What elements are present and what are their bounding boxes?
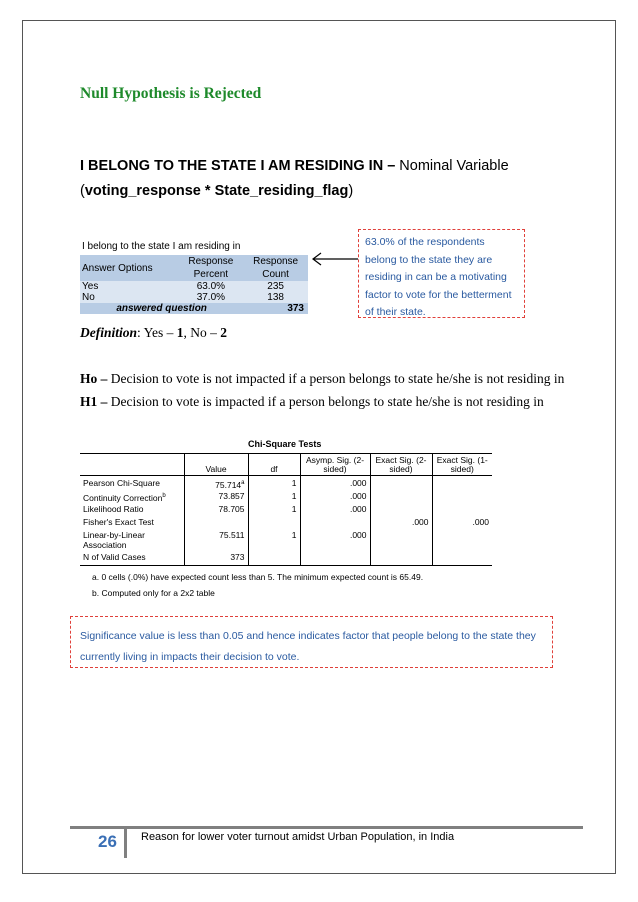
footer-title: Reason for lower voter turnout amidst Urban Population, in India [141,831,455,843]
h0-text: Decision to vote is not impacted if a person belongs to state he/she is not residing in [107,371,565,386]
chi-exact2 [370,504,432,517]
chi-row-label: Likelihood Ratio [83,504,144,514]
footer-divider [124,828,127,858]
survey-percent: 37.0% [196,292,226,303]
answered-label: answered question [80,303,243,314]
footer-rule [70,826,583,829]
chi-asymp [300,552,370,566]
col-percent-line2: Percent [179,268,244,281]
chi-header [80,454,184,476]
survey-title: I belong to the state I am residing in [80,240,308,255]
chi-asymp: .000 [300,530,370,552]
survey-row [80,281,308,292]
chi-exact1 [432,530,492,552]
chi-header: Value [184,454,248,476]
chi-exact1: .000 [432,517,492,530]
chi-row [80,530,492,552]
variable-pair: voting_response * State_residing_flag [84,183,349,199]
survey-answered-row [80,303,308,314]
paren-open: ( [80,183,85,199]
chi-row-label: Continuity Correction$^b$ [83,492,166,503]
chi-header: Asymp. Sig. (2-sided) [300,454,370,476]
chi-row [80,504,492,517]
chi-exact2 [370,552,432,566]
definition-yes-text: : Yes – [137,325,177,340]
paren-close: ) [348,183,354,199]
chi-value [184,517,248,530]
chi-header: df [248,454,300,476]
col-count-line2: Count [243,268,308,281]
chi-df: 1 [248,476,300,492]
chi-value: 73.857 [184,491,248,504]
survey-header-row [80,255,308,268]
chi-value: 75.511 [184,530,248,552]
chi-header: Exact Sig. (2-sided) [370,454,432,476]
chi-asymp: .000 [300,491,370,504]
col-percent-line1: Response [179,255,244,268]
chi-value: 75.714$^a$ [184,476,248,492]
chi-header: Exact Sig. (1-sided) [432,454,492,476]
chi-exact2 [370,476,432,492]
chi-square-table [80,453,492,566]
chi-exact1 [432,552,492,566]
chi-df: 1 [248,504,300,517]
chi-df [248,552,300,566]
survey-table [80,240,308,314]
alternative-hypothesis [80,394,544,410]
page-number: 26 [98,832,117,851]
callout-box: 63.0% of the respondents belong to the state they are residing in can be a motivating factor to vote for the betterment of their state. [358,229,525,318]
chi-row-label: Pearson Chi-Square [83,478,161,488]
chi-exact2 [370,530,432,552]
chi-value: 78.705 [184,504,248,517]
survey-option: Yes [82,281,99,292]
col-answer-options: Answer Options [80,255,179,281]
footnote-b: b. Computed only for a 2x2 table [92,588,215,598]
h1-label: H1 – [80,394,108,409]
definition-label: Definition [80,325,138,340]
survey-row [80,292,308,303]
conclusion-box: Significance value is less than 0.05 and hence indicates factor that people belong to the state they currently living in impacts their decision to vote. [70,616,553,668]
definition-yes-code: 1 [176,325,184,340]
chi-asymp: .000 [300,504,370,517]
survey-count: 138 [267,292,284,303]
section-heading: Null Hypothesis is Rejected [80,85,262,102]
chi-asymp [300,517,370,530]
definition-no-code: 2 [220,325,228,340]
variable-title: I BELONG TO THE STATE I AM RESIDING IN – [80,158,396,174]
variable-type: Nominal Variable [395,158,509,174]
chi-row [80,552,492,566]
callout-arrow-icon [310,244,360,274]
chi-header-row [80,454,492,476]
chi-row [80,476,492,492]
chi-df [248,517,300,530]
chi-row [80,517,492,530]
footnote-a: a. 0 cells (.0%) have expected count less than 5. The minimum expected count is 65.49. [92,572,424,582]
chi-exact1 [432,504,492,517]
chi-row-label: Fisher's Exact Test [83,517,154,527]
chi-row [80,491,492,504]
chi-df: 1 [248,530,300,552]
survey-option: No [82,292,95,303]
col-count-line1: Response [243,255,308,268]
variable-title-line [80,158,509,174]
chi-df: 1 [248,491,300,504]
definition-line [80,325,227,341]
chi-row-label: Linear-by-Linear Association [83,530,145,550]
h0-label: Ho – [80,371,108,386]
answered-value: 373 [243,303,308,314]
chi-value: 373 [184,552,248,566]
definition-no-text: , No – [183,325,221,340]
chi-square-title: Chi-Square Tests [248,439,322,449]
chi-row-label: N of Valid Cases [83,552,146,562]
survey-percent: 63.0% [196,281,226,292]
chi-exact1 [432,491,492,504]
chi-exact1 [432,476,492,492]
survey-count: 235 [267,281,284,292]
null-hypothesis [80,371,564,387]
h1-text: Decision to vote is impacted if a person belongs to state he/she is not residing in [107,394,544,409]
chi-exact2 [370,491,432,504]
chi-exact2: .000 [370,517,432,530]
variable-names [80,183,353,199]
chi-asymp: .000 [300,476,370,492]
